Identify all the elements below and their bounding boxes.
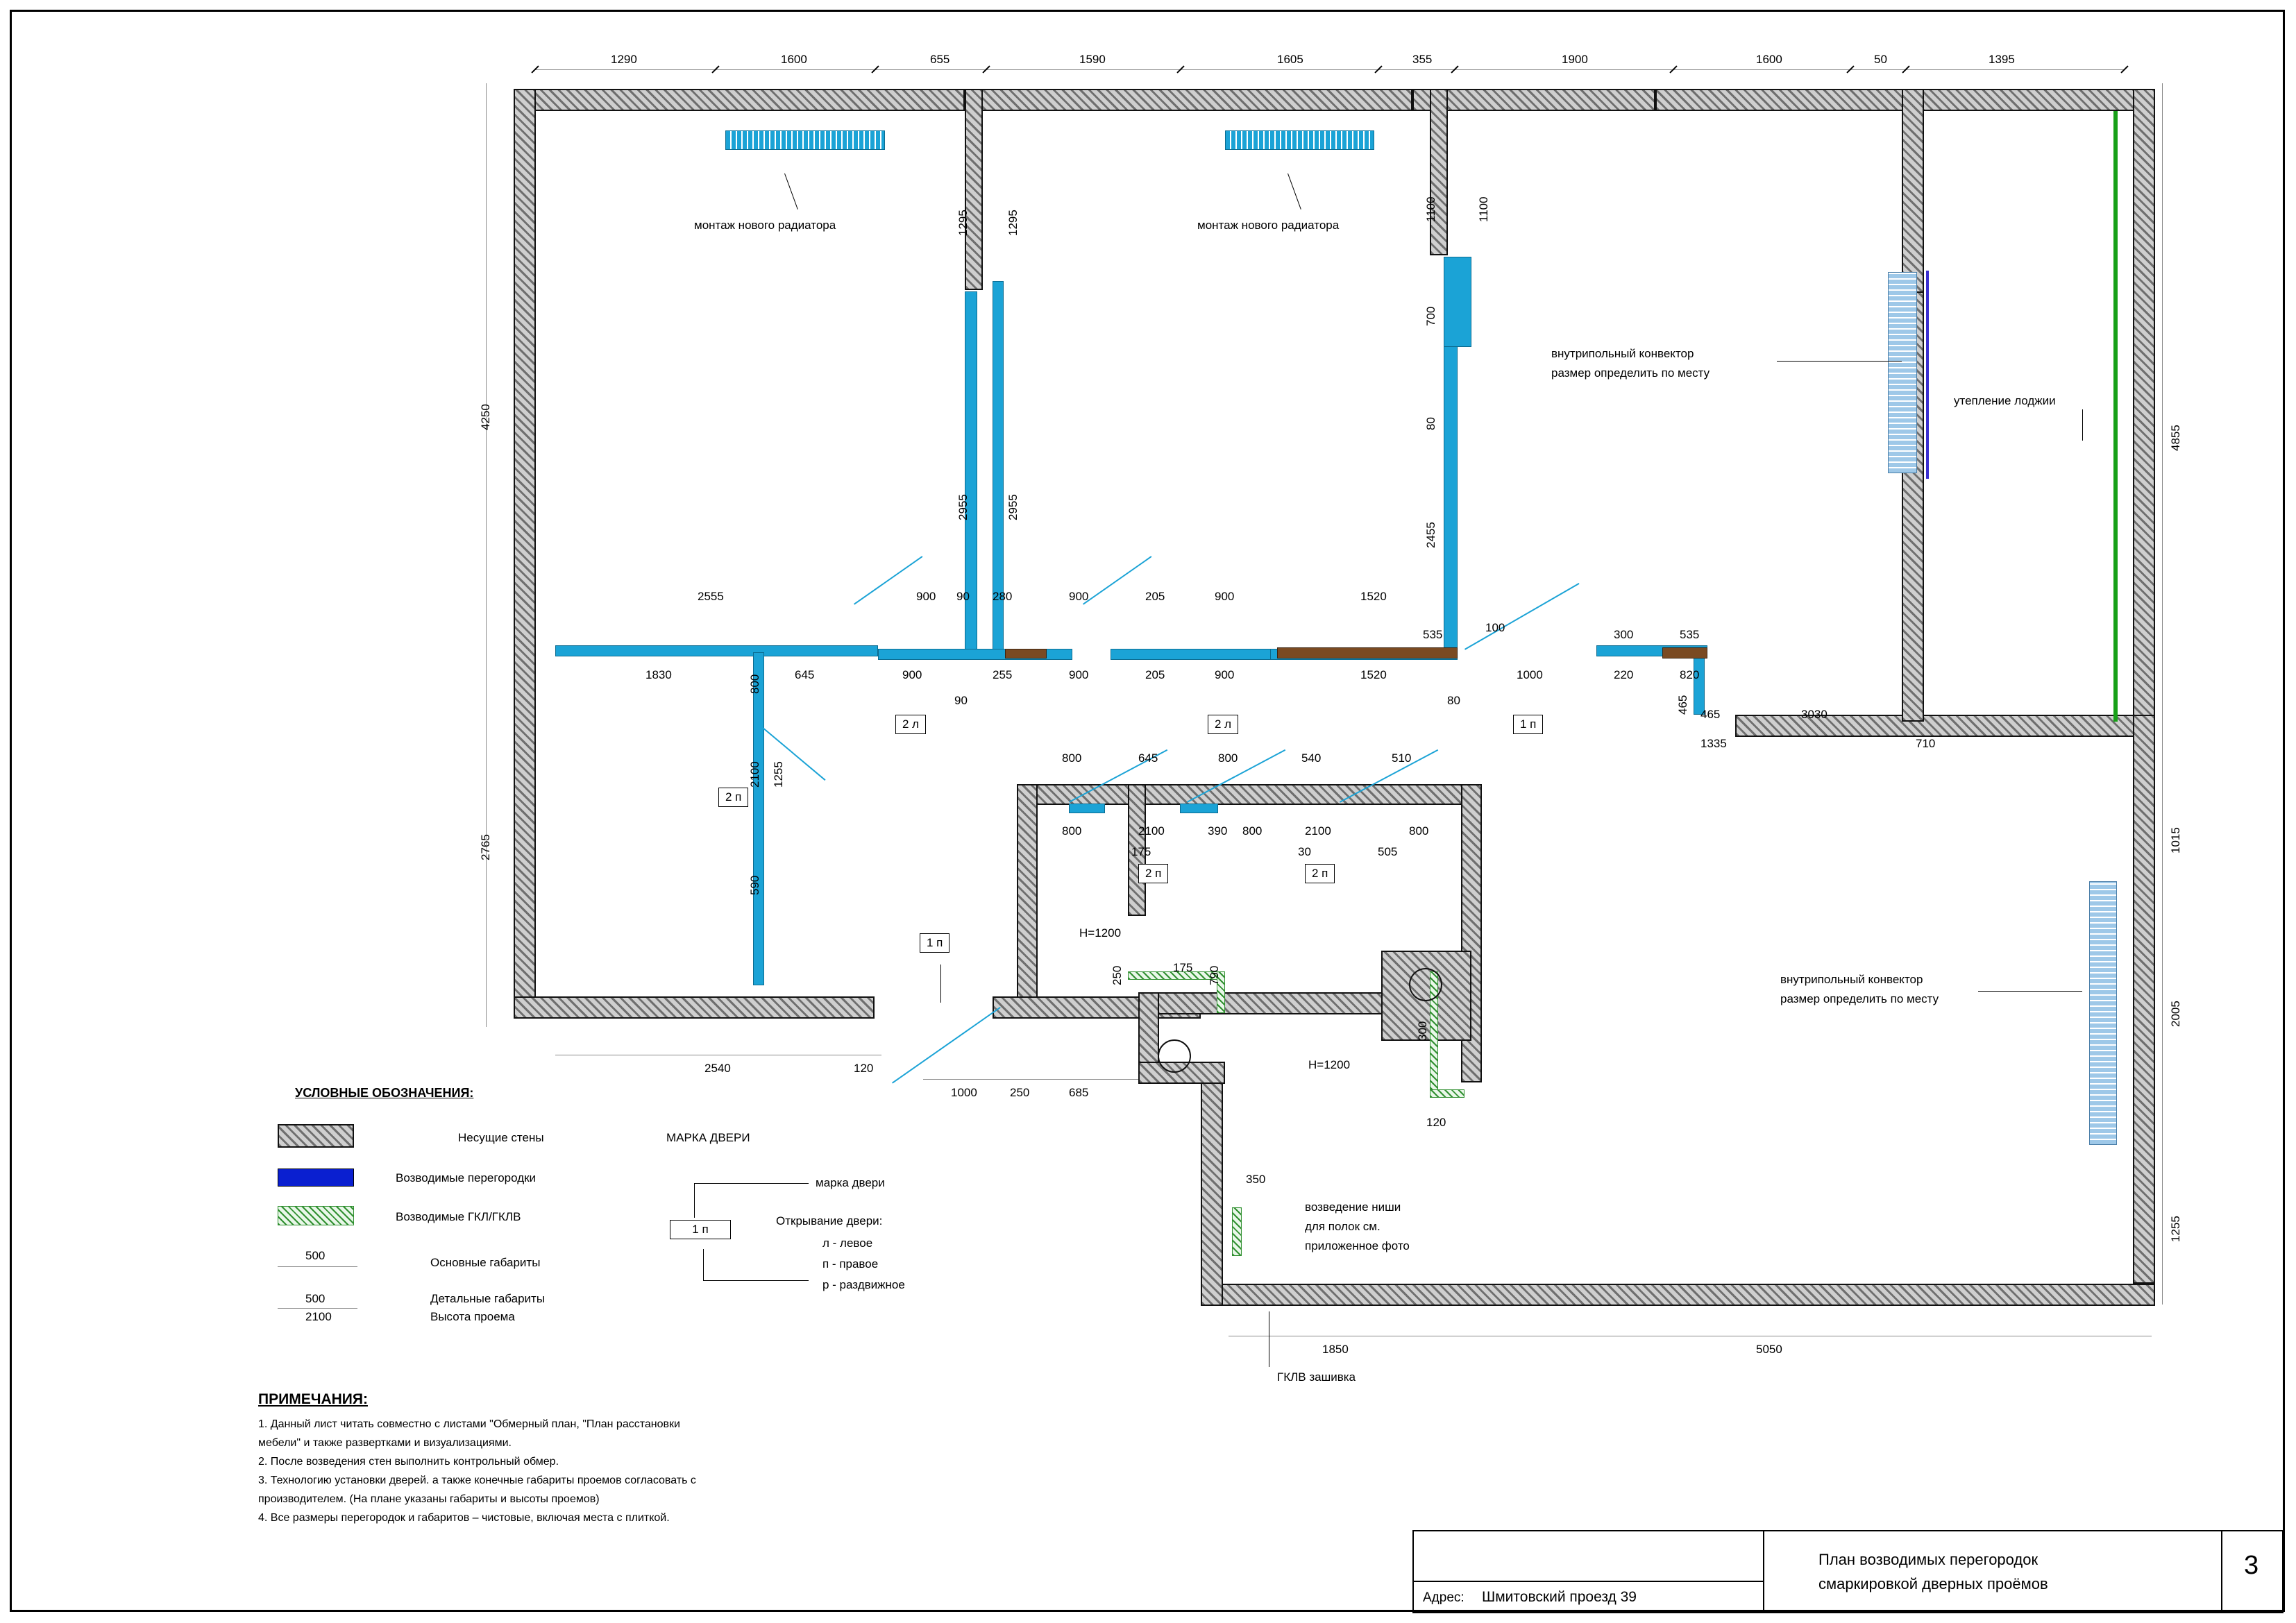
dim-1295-a: 1295: [956, 210, 970, 236]
dim-790: 300: [1416, 1021, 1429, 1041]
annotation-niche-line3: приложенное фото: [1305, 1239, 1410, 1252]
legend-label-dim-main: Основные габариты: [430, 1256, 541, 1269]
wall-rightzone-step-h: [1735, 715, 2155, 737]
partition-v-leftroom: [753, 652, 764, 985]
dim-800-a: 2100: [748, 761, 761, 788]
dim-820: 465: [1676, 695, 1689, 715]
door-mark-4[interactable]: 2 п: [718, 788, 748, 807]
wall-left-outer: [514, 89, 536, 1019]
wall-top-right: [1412, 89, 1655, 111]
dim-645-b: 800: [1218, 751, 1238, 765]
dim-top-1: 1290: [611, 53, 637, 66]
notes-title: ПРИМЕЧАНИЯ:: [258, 1391, 368, 1407]
dim-535-a: 300: [1614, 628, 1634, 641]
dim-bottom-120: 120: [854, 1062, 874, 1075]
dim-300: 535: [1680, 628, 1700, 641]
dim-900-e: 900: [1069, 668, 1089, 681]
door-mark-legend-title: МАРКА ДВЕРИ: [666, 1131, 750, 1144]
legend-dim-main-value: 500: [305, 1249, 326, 1262]
dim-535-b: 220: [1614, 668, 1634, 681]
dim-1335: 3030: [1801, 708, 1827, 721]
dim-465-b: 1335: [1700, 737, 1727, 750]
dim-3030: 710: [1916, 737, 1936, 750]
title-block-div-h1: [1412, 1581, 1763, 1582]
annotation-radiator-2: монтаж нового радиатора: [1197, 219, 1340, 232]
dim-700: 700: [1424, 306, 1437, 326]
annotation-convector-2-line1: внутрипольный конвектор: [1780, 973, 1923, 986]
dim-800-d: 2100: [1138, 824, 1165, 838]
legend-swatch-partition: [278, 1169, 354, 1187]
dim-bottom-685: 685: [1069, 1086, 1089, 1099]
door-mark-2[interactable]: 2 л: [1208, 715, 1238, 734]
partition-h-left: [555, 645, 878, 656]
dim-bottom-250: 250: [1010, 1086, 1030, 1099]
dim-590: 800: [1062, 751, 1082, 765]
dim-175: 390: [1208, 824, 1228, 838]
notes-line-6: 4. Все размеры перегородок и габаритов – чистовые, включая места с плиткой.: [258, 1512, 670, 1524]
dim-645: 645: [795, 668, 815, 681]
wall-rightzone-left-v: [1201, 1082, 1223, 1306]
dim-80-b: 80: [1447, 694, 1460, 707]
floor-convector-2: [2089, 881, 2117, 1145]
dim-465-a: 465: [1700, 708, 1721, 721]
threshold-left: [1005, 649, 1047, 658]
dim-1830: 1830: [645, 668, 672, 681]
sheet-number: 3: [2244, 1551, 2259, 1580]
door-mark-7[interactable]: 1 п: [920, 933, 949, 953]
leader-convector-1: [1777, 361, 1902, 362]
dim-800-f: 175: [1173, 961, 1193, 974]
dim-540: 510: [1392, 751, 1412, 765]
dim-top-6: 355: [1412, 53, 1433, 66]
annotation-niche-line1: возведение ниши: [1305, 1200, 1401, 1214]
legend-swatch-gkl: [278, 1206, 354, 1225]
dim-2100-b: 175: [1131, 845, 1151, 858]
dim-900-d: 900: [902, 668, 922, 681]
dim-1255-a: 590: [748, 875, 761, 895]
annotation-convector-1-line1: внутрипольный конвектор: [1551, 347, 1694, 360]
dim-900-g: 535: [1423, 628, 1443, 641]
dim-right-2005: 2005: [2169, 1001, 2182, 1027]
leader-convector-2: [1978, 991, 2082, 992]
dim-1520-a: 1520: [1360, 590, 1387, 603]
dim-right-1255: 1255: [2169, 1216, 2182, 1242]
gkl-loggia-right: [2113, 111, 2118, 722]
annotation-h1200-b: H=1200: [1308, 1058, 1351, 1071]
dim-top-5: 1605: [1277, 53, 1303, 66]
legend-title: УСЛОВНЫЕ ОБОЗНАЧЕНИЯ:: [295, 1086, 474, 1100]
dim-900-b: 900: [1069, 590, 1089, 603]
dim-255: 255: [993, 668, 1013, 681]
dim-800-c: 540: [1301, 751, 1322, 765]
dim-100: 100: [1485, 621, 1505, 634]
door-mark-7-leader: [940, 965, 941, 1003]
dim-800-b: 645: [1138, 751, 1158, 765]
door-mark-5[interactable]: 2 п: [1138, 864, 1168, 883]
sheet-border: [10, 10, 2285, 1612]
wall-rightzone-right: [2133, 715, 2155, 1284]
dim-2455: 2455: [1424, 522, 1437, 548]
dim-bottom-5050: 5050: [1756, 1343, 1782, 1356]
dim-2955-a: 2955: [956, 494, 970, 520]
dim-90-b: 90: [954, 694, 968, 707]
dim-top-4: 1590: [1079, 53, 1106, 66]
title-block-div-v1: [1763, 1530, 1764, 1613]
legend-dim-detail-value2: 2100: [305, 1310, 332, 1323]
dim-2555: 2555: [698, 590, 724, 603]
radiator-2: [1225, 130, 1374, 150]
notes-line-5: производителем. (На плане указаны габариты и высоты проемов): [258, 1493, 600, 1505]
wall-top-mid: [965, 89, 1412, 111]
dim-800-e: 2100: [1305, 824, 1331, 838]
dim-1000: 1000: [1517, 668, 1543, 681]
wall-bearing-v2: [1430, 89, 1448, 255]
dim-bottom-1850: 1850: [1322, 1343, 1349, 1356]
address-label: Адрес:: [1423, 1590, 1464, 1605]
dim-280: 280: [993, 590, 1013, 603]
dim-left-2765: 2765: [479, 834, 492, 860]
dim-900-c: 900: [1215, 590, 1235, 603]
dim-left-4250: 4250: [479, 404, 492, 430]
annotation-niche-line2: для полок см.: [1305, 1220, 1381, 1233]
dim-1520-b: 1520: [1360, 668, 1387, 681]
dim-510: 800: [1062, 824, 1082, 838]
legend-label-gkl: Возводимые ГКЛ/ГКЛВ: [396, 1210, 521, 1223]
gkl-niche-h: [1430, 1089, 1464, 1098]
dim-2955-b: 2955: [1006, 494, 1020, 520]
door-mark-legend-sample: 1 п: [670, 1220, 731, 1239]
wall-rightzone-bottom: [1201, 1284, 2155, 1306]
dim-205-b: 205: [1145, 668, 1165, 681]
door-mark-legend-opt-2: п - правое: [822, 1257, 879, 1271]
address-value: Шмитовский проезд 39: [1482, 1589, 1637, 1605]
fixture-circle-1: [1158, 1039, 1191, 1073]
annotation-loggia-insulation: утепление лоджии: [1954, 394, 2056, 407]
door-mark-legend-leader-bot: [703, 1249, 704, 1280]
floor-convector-1: [1888, 272, 1917, 473]
sheet-title-line-1: План возводимых перегородок: [1818, 1551, 2038, 1568]
wall-bath-top: [1017, 784, 1482, 805]
notes-line-4: 3. Технологию установки дверей. а также конечные габариты проемов согласовать с: [258, 1475, 696, 1486]
dim-250-b: 790: [1208, 965, 1221, 985]
fixture-circle-2: [1409, 968, 1442, 1001]
notes-line-2: мебели" и также развертками и визуализациями.: [258, 1437, 512, 1449]
dim-220: 820: [1680, 668, 1700, 681]
dim-right-4855: 4855: [2169, 425, 2182, 451]
dim-175-b: 250: [1111, 965, 1124, 985]
dim-top-8: 1600: [1756, 53, 1782, 66]
legend-swatch-bearing-wall: [278, 1124, 354, 1148]
dim-390: 800: [1242, 824, 1263, 838]
sheet-title-line-2: смаркировкой дверных проёмов: [1818, 1575, 2048, 1592]
dim-900-f: 900: [1215, 668, 1235, 681]
door-mark-6[interactable]: 2 п: [1305, 864, 1335, 883]
radiator-1: [725, 130, 885, 150]
dim-710: 800: [748, 674, 761, 694]
partition-h-bath: [1069, 804, 1105, 813]
annotation-convector-2-line2: размер определить по месту: [1780, 992, 1939, 1005]
dim-505: 800: [1409, 824, 1429, 838]
dim-205-a: 205: [1145, 590, 1165, 603]
wall-right-outer: [2133, 89, 2155, 727]
dim-top-9: 50: [1874, 53, 1887, 66]
door-mark-legend-leader-top-h: [694, 1183, 809, 1184]
door-mark-legend-opt-3: р - раздвижное: [822, 1278, 905, 1291]
leader-loggia: [2082, 409, 2083, 441]
door-mark-3[interactable]: 1 п: [1513, 715, 1543, 734]
dim-120-b: 350: [1246, 1173, 1266, 1186]
door-mark-1[interactable]: 2 л: [895, 715, 926, 734]
threshold-center: [1277, 647, 1458, 658]
dim-80-a: 80: [1424, 417, 1437, 430]
dim-top-2: 1600: [781, 53, 807, 66]
door-mark-legend-callout-bottom: Открывание двери:: [776, 1214, 883, 1227]
dim-top-7: 1900: [1562, 53, 1588, 66]
door-mark-legend-leader-top: [694, 1183, 695, 1218]
legend-dim-detail-line: [278, 1308, 357, 1309]
door-mark-legend-opt-1: л - левое: [822, 1237, 873, 1250]
partition-h-mid2: [1111, 649, 1277, 660]
annotation-radiator-1: монтаж нового радиатора: [694, 219, 836, 232]
notes-line-1: 1. Данный лист читать совместно с листами "Обмерный план, "План расстановки: [258, 1418, 680, 1430]
dim-300-b: 120: [1426, 1116, 1446, 1129]
wall-top-left: [514, 89, 965, 111]
legend-label-dim-detail-1: Детальные габариты: [430, 1292, 546, 1305]
annotation-h1200-a: H=1200: [1079, 926, 1122, 940]
legend-dim-main-line: [278, 1266, 357, 1267]
dim-bottom-1000: 1000: [951, 1086, 977, 1099]
legend-label-partition: Возводимые перегородки: [396, 1171, 537, 1184]
legend-label-bearing-wall: Несущие стены: [458, 1131, 544, 1144]
dim-right-1015: 1015: [2169, 827, 2182, 853]
annotation-convector-1-line2: размер определить по месту: [1551, 366, 1710, 380]
legend-label-dim-detail-2: Высота проема: [430, 1310, 515, 1323]
partition-h-bath2: [1180, 804, 1218, 813]
dim-1295-b: 1295: [1006, 210, 1020, 236]
dim-1100-a: 1100: [1424, 196, 1437, 222]
wall-bearing-v1: [965, 89, 983, 290]
dim-top-10: 1395: [1989, 53, 2015, 66]
partition-v-right-small: [1694, 656, 1705, 715]
notes-line-3: 2. После возведения стен выполнить контрольный обмер.: [258, 1456, 559, 1468]
door-mark-legend-callout-top: марка двери: [816, 1176, 885, 1189]
dim-30: 505: [1378, 845, 1398, 858]
dim-2100-a: 1255: [772, 761, 785, 788]
partition-center-block: [1444, 257, 1471, 347]
dim-900-a: 900: [916, 590, 936, 603]
dim-top-3: 655: [930, 53, 950, 66]
threshold-right: [1662, 647, 1707, 658]
dim-2100-c: 30: [1298, 845, 1311, 858]
title-block-div-v2: [2221, 1530, 2222, 1613]
door-mark-legend-leader-bot-h: [703, 1280, 809, 1281]
dim-bottom-2540: 2540: [704, 1062, 731, 1075]
wall-bottom-left-block: [514, 996, 875, 1019]
gkl-bottom-niche: [1232, 1207, 1242, 1256]
legend-dim-detail-value1: 500: [305, 1292, 326, 1305]
wall-bath-left: [1017, 784, 1038, 1013]
dim-90-a: 90: [956, 590, 970, 603]
dim-1100-b: 1100: [1477, 196, 1490, 222]
annotation-gklv: ГКЛВ зашивка: [1277, 1370, 1356, 1384]
loggia-glazing: [1926, 271, 1929, 479]
